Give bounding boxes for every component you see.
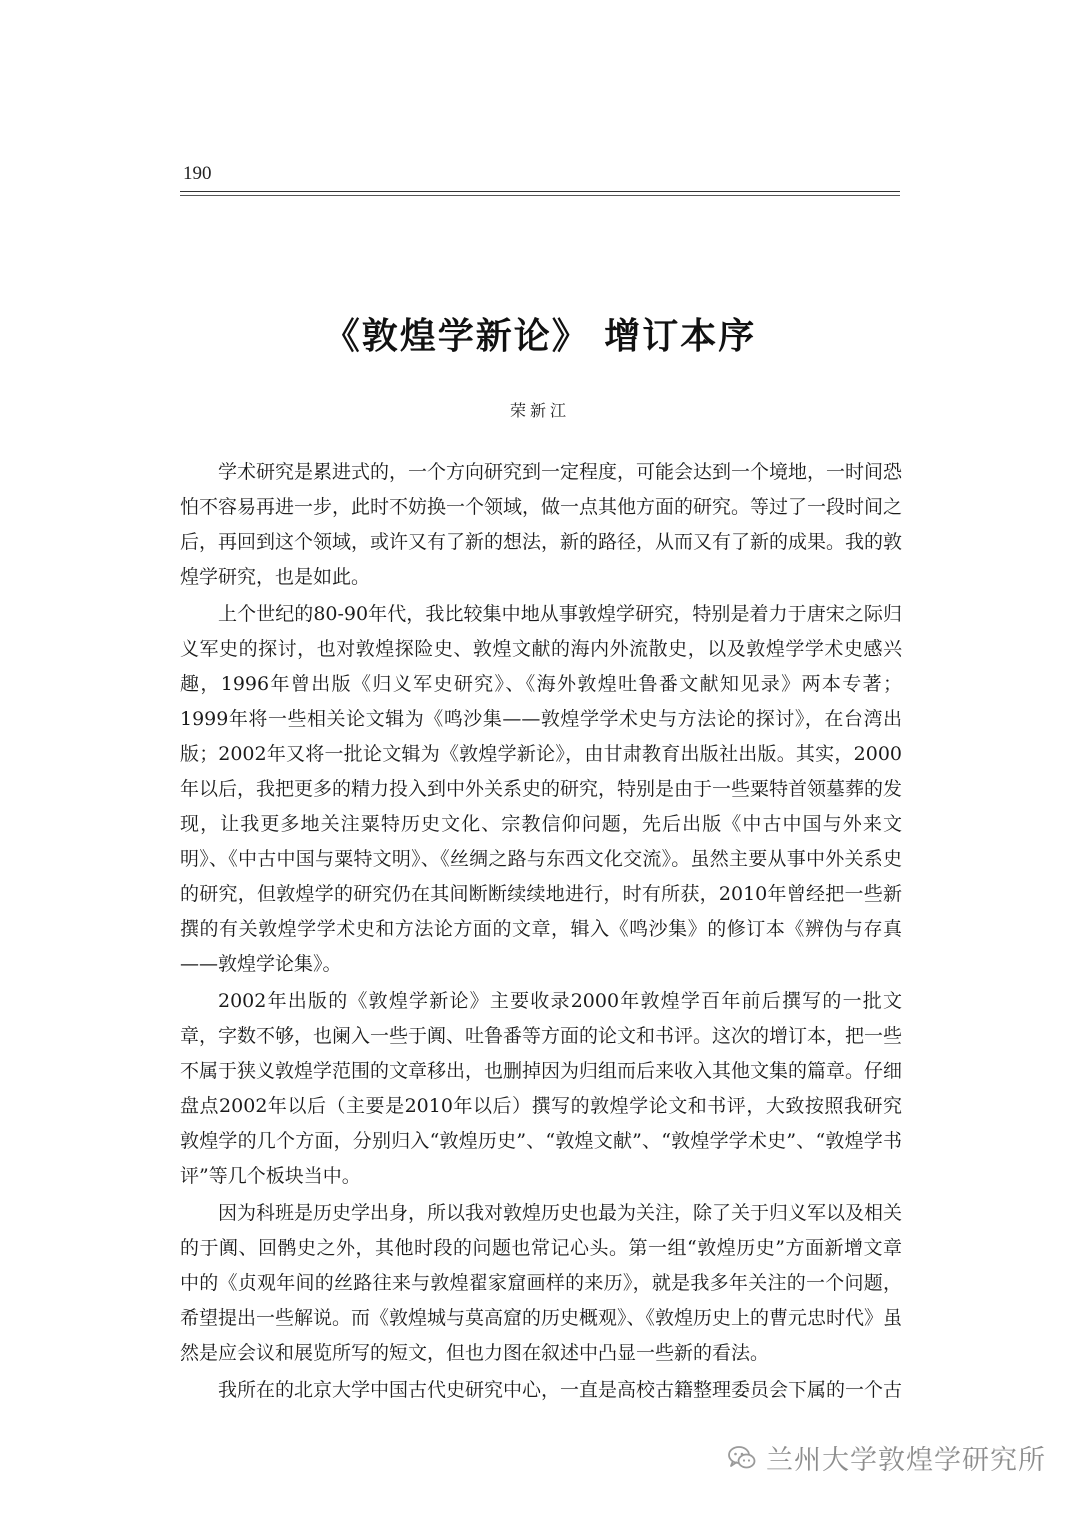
header-rule [180, 191, 900, 196]
wechat-icon [728, 1445, 756, 1471]
article-title: 《敦煌学新论》 增订本序 [323, 316, 757, 357]
paragraph-2: 上个世纪的80-90年代，我比较集中地从事敦煌学研究，特别是着力于唐宋之际归义军史的探讨，也对敦煌探险史、敦煌文献的海内外流散史，以及敦煌学学术史感兴趣，1996年曾出版《归义军史研究》、《海外敦煌吐鲁番文献知见录》两本专著；1999年将一些相关论文辑为《鸣沙集——敦煌学学术史与方法论的探讨》，在台湾出版；2002年又将一批论文辑为《敦煌学新论》，由甘肃教育出版社出版。其实，2000年以后，我把更多的精力投入到中外关系史的研究，特别是由于一些粟特首领墓葬的发现，让我更多地关注粟特历史文化、宗教信仰问题，先后出版《中古中国与外来文明》、《中古中国与粟特文明》、《丝绸之路与东西文化交流》。虽然主要从事中外关系史的研究，但敦煌学的研究仍在其间断断续续地进行，时有所获，2010年曾经把一些新撰的有关敦煌学学术史和方法论方面的文章，辑入《鸣沙集》的修订本《辨伪与存真——敦煌学论集》。 [180, 603, 903, 975]
paragraph-4: 因为科班是历史学出身，所以我对敦煌历史也最为关注，除了关于归义军以及相关的于阗、回鹘史之外，其他时段的问题也常记心头。第一组“敦煌历史”方面新增文章中的《贞观年间的丝路往来与敦煌翟家窟画样的来历》，就是我多年关注的一个问题，希望提出一些解说。而《敦煌城与莫高窟的历史概观》、《敦煌历史上的曹元忠时代》虽然是应会议和展览所写的短文，但也力图在叙述中凸显一些新的看法。 [180, 1202, 903, 1364]
article-author: 荣新江 [509, 401, 570, 420]
paragraph-3: 2002年出版的《敦煌学新论》主要收录2000年敦煌学百年前后撰写的一批文章，字数不够，也阑入一些于阗、吐鲁番等方面的论文和书评。这次的增订本，把一些不属于狭义敦煌学范围的文章移出，也删掉因为归组而后来收入其他文集的篇章。仔细盘点2002年以后（主要是2010年以后）撰写的敦煌学论文和书评，大致按照我研究敦煌学的几个方面，分别归入“敦煌历史”、“敦煌文献”、“敦煌学学术史”、“敦煌学书评”等几个板块当中。 [180, 990, 903, 1187]
watermark [728, 1438, 1046, 1477]
page-number: 190 [183, 163, 212, 184]
paragraph-5: 我所在的北京大学中国古代史研究中心，一直是高校古籍整理委员会下属的一个古 [218, 1379, 903, 1401]
watermark-text: 兰州大学敦煌学研究所 [766, 1445, 1046, 1476]
paragraph-1: 学术研究是累进式的，一个方向研究到一定程度，可能会达到一个境地，一时间恐怕不容易再进一步，此时不妨换一个领域，做一点其他方面的研究。等过了一段时间之后，再回到这个领域，或许又有了新的想法，新的路径，从而又有了新的成果。我的敦煌学研究，也是如此。 [180, 461, 903, 588]
article-body [180, 455, 902, 1410]
